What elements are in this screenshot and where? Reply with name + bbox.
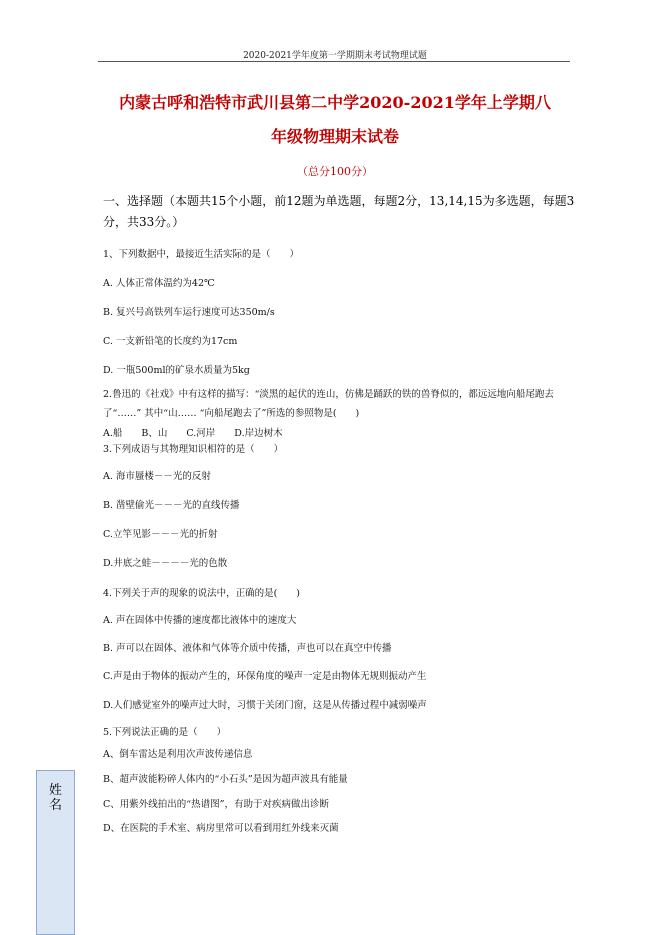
q3-option-d: D.井底之蛙－－－－光的色散 bbox=[103, 558, 228, 569]
q3-option-c: C.立竿见影－－－光的折射 bbox=[103, 529, 218, 540]
q2-options: A.船 B、山 C.河岸 D.岸边树木 bbox=[103, 428, 283, 439]
q1-option-a: A. 人体正常体温约为42℃ bbox=[103, 278, 215, 289]
name-label: 姓名 bbox=[49, 783, 63, 813]
running-header: 2020-2021学年度第一学期期末考试物理试题 bbox=[243, 51, 427, 61]
q2-stem: 2.鲁迅的《社戏》中有这样的描写：“淡黑的起伏的连山，仿佛是踊跃的铁的兽脊似的，都远远地向船尾跑去了“……” 其中“山…… “向船尾跑去了”所选的参照物是( ) bbox=[103, 389, 554, 419]
q3-stem: 3.下列成语与其物理知识相符的是（ ） bbox=[103, 444, 284, 455]
document-title-line-1: 内蒙古呼和浩特市武川县第二中学2020-2021学年上学期八 bbox=[119, 93, 551, 112]
section-heading: 一、选择题（本题共15个小题，前12题为单选题，每题2分，13,14,15为多选题，每题3分，共33分。） bbox=[103, 194, 575, 229]
q1-option-d: D. 一瓶500ml的矿泉水质量为5kg bbox=[103, 365, 250, 376]
total-score: （总分100分） bbox=[297, 165, 373, 178]
q5-stem: 5.下列说法正确的是（ ） bbox=[103, 727, 227, 738]
name-binding-strip bbox=[36, 770, 75, 935]
q5-option-a: A、倒车雷达是利用次声波传递信息 bbox=[103, 749, 253, 760]
header-rule bbox=[98, 61, 570, 62]
q5-option-c: C、用紫外线拍出的“热谱图”，有助于对疾病做出诊断 bbox=[103, 799, 329, 810]
document-title-line-2: 年级物理期末试卷 bbox=[270, 127, 399, 146]
q4-option-a: A. 声在固体中传播的速度都比液体中的速度大 bbox=[103, 615, 297, 626]
q3-option-a: A. 海市蜃楼－－光的反射 bbox=[103, 471, 211, 482]
q4-option-b: B. 声可以在固体、液体和气体等介质中传播，声也可以在真空中传播 bbox=[103, 643, 392, 654]
q1-option-c: C. 一支新铅笔的长度约为17cm bbox=[103, 336, 238, 347]
q5-option-d: D、在医院的手术室、病房里常可以看到用红外线来灭菌 bbox=[103, 823, 339, 834]
q4-option-c: C.声是由于物体的振动产生的，环保角度的噪声一定是由物体无规则振动产生 bbox=[103, 671, 427, 682]
q4-option-d: D.人们感觉室外的噪声过大时，习惯于关闭门窗，这是从传播过程中减弱噪声 bbox=[103, 700, 427, 711]
q1-option-b: B. 复兴号高铁列车运行速度可达350m/s bbox=[103, 307, 275, 318]
q4-stem: 4.下列关于声的现象的说法中，正确的是( ) bbox=[103, 588, 300, 599]
q5-option-b: B、超声波能粉碎人体内的“小石头”是因为超声波具有能量 bbox=[103, 774, 348, 785]
q1-stem: 1、下列数据中，最接近生活实际的是（ ） bbox=[103, 249, 300, 260]
q3-option-b: B. 凿壁偷光－－－光的直线传播 bbox=[103, 500, 240, 511]
